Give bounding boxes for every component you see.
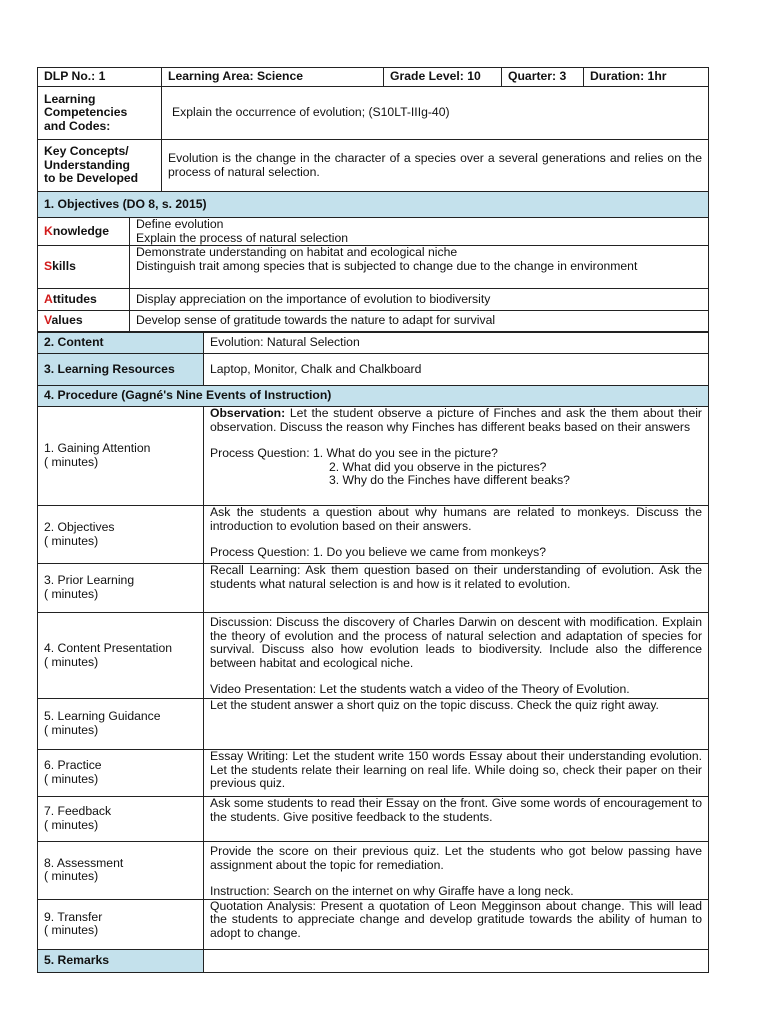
skills-text: Demonstrate understanding on habitat and ecological niche Distinguish trait among species that is subjected to change due to the change in environment xyxy=(130,246,709,289)
event-gaining-attention: 1. Gaining Attention ( minutes) xyxy=(38,407,204,506)
remarks-text xyxy=(204,949,709,972)
skills-label: Skills xyxy=(38,246,130,289)
competencies-text: Explain the occurrence of evolution; (S10LT-IIIg-40) xyxy=(162,87,709,140)
practice-text: Essay Writing: Let the student write 150 words Essay about their understanding evolution. Let the students relate their learning on real life. While doing so, check their paper on their previous quiz. xyxy=(204,750,709,797)
event-prior-learning: 3. Prior Learning ( minutes) xyxy=(38,564,204,613)
event-transfer: 9. Transfer ( minutes) xyxy=(38,899,204,949)
assessment-text: Provide the score on their previous quiz. Let the students who got below passing have assignment about the topic for remediation. Instruction: Search on the internet on why Giraffe have a long neck. xyxy=(204,842,709,900)
content-label: 2. Content xyxy=(38,333,204,354)
header-table xyxy=(37,67,709,87)
learning-area: Learning Area: Science xyxy=(162,68,384,87)
event-learning-guidance: 5. Learning Guidance ( minutes) xyxy=(38,699,204,750)
attitudes-label: Attitudes xyxy=(38,289,130,311)
event-feedback: 7. Feedback ( minutes) xyxy=(38,797,204,842)
grade-level: Grade Level: 10 xyxy=(384,68,502,87)
key-concepts-text: Evolution is the change in the character of a species over a several generations and relies on the process of natural selection. xyxy=(162,140,709,192)
remarks-label: 5. Remarks xyxy=(38,949,204,972)
event-practice: 6. Practice ( minutes) xyxy=(38,750,204,797)
content-text: Evolution: Natural Selection xyxy=(204,333,709,354)
objectives-procedure-text: Ask the students a question about why humans are related to monkeys. Discuss the introduction to evolution based on their answers. Process Question: 1. Do you believe we came from monkeys? xyxy=(204,506,709,564)
resources-label: 3. Learning Resources xyxy=(38,354,204,386)
content-presentation-text: Discussion: Discuss the discovery of Charles Darwin on descent with modification. Explain the theory of evolution and the process of natural selection and adaptation of species for survival. Discuss also how evolution leads to biodiversity. Include also the difference between habitat and ecological niche. Video Presentation: Let the students watch a video of the Theory of Evolution. xyxy=(204,613,709,699)
values-label: Values xyxy=(38,311,130,332)
procedure-table xyxy=(37,332,709,973)
prior-learning-text: Recall Learning: Ask them question based on their understanding of evolution. Ask the students what natural selection is and how is it related to evolution. xyxy=(204,564,709,613)
key-concepts-label: Key Concepts/ Understanding to be Developed xyxy=(38,140,162,192)
feedback-text: Ask some students to read their Essay on the front. Give some words of encouragement to the students. Give positive feedback to the students. xyxy=(204,797,709,842)
objectives-heading: 1. Objectives (DO 8, s. 2015) xyxy=(38,192,709,218)
resources-text: Laptop, Monitor, Chalk and Chalkboard xyxy=(204,354,709,386)
knowledge-label: Knowledge xyxy=(38,218,130,246)
competencies-label: Learning Competencies and Codes: xyxy=(38,87,162,140)
knowledge-text: Define evolution Explain the process of natural selection xyxy=(130,218,709,246)
values-text: Develop sense of gratitude towards the nature to adapt for survival xyxy=(130,311,709,332)
quarter: Quarter: 3 xyxy=(502,68,584,87)
duration: Duration: 1hr xyxy=(584,68,709,87)
transfer-text: Quotation Analysis: Present a quotation of Leon Megginson about change. This will lead the students to appreciate change and develop gratitude towards the ability of human to adopt to change. xyxy=(204,899,709,949)
competencies-table xyxy=(37,86,709,192)
event-objectives: 2. Objectives ( minutes) xyxy=(38,506,204,564)
attitudes-text: Display appreciation on the importance of evolution to biodiversity xyxy=(130,289,709,311)
objectives-table xyxy=(37,191,709,332)
procedure-heading: 4. Procedure (Gagné's Nine Events of Instruction) xyxy=(38,386,709,407)
gaining-attention-text: Observation: Let the student observe a picture of Finches and ask the them about their observation. Discuss the reason why Finches has different beaks based on their answers Process Question: 1. What do you see in the picture? 2. What did you observe in the pictures? 3. Why do the Finches have different beaks? xyxy=(204,407,709,506)
event-assessment: 8. Assessment ( minutes) xyxy=(38,842,204,900)
learning-guidance-text: Let the student answer a short quiz on the topic discuss. Check the quiz right away. xyxy=(204,699,709,750)
dlp-number: DLP No.: 1 xyxy=(38,68,162,87)
event-content-presentation: 4. Content Presentation ( minutes) xyxy=(38,613,204,699)
